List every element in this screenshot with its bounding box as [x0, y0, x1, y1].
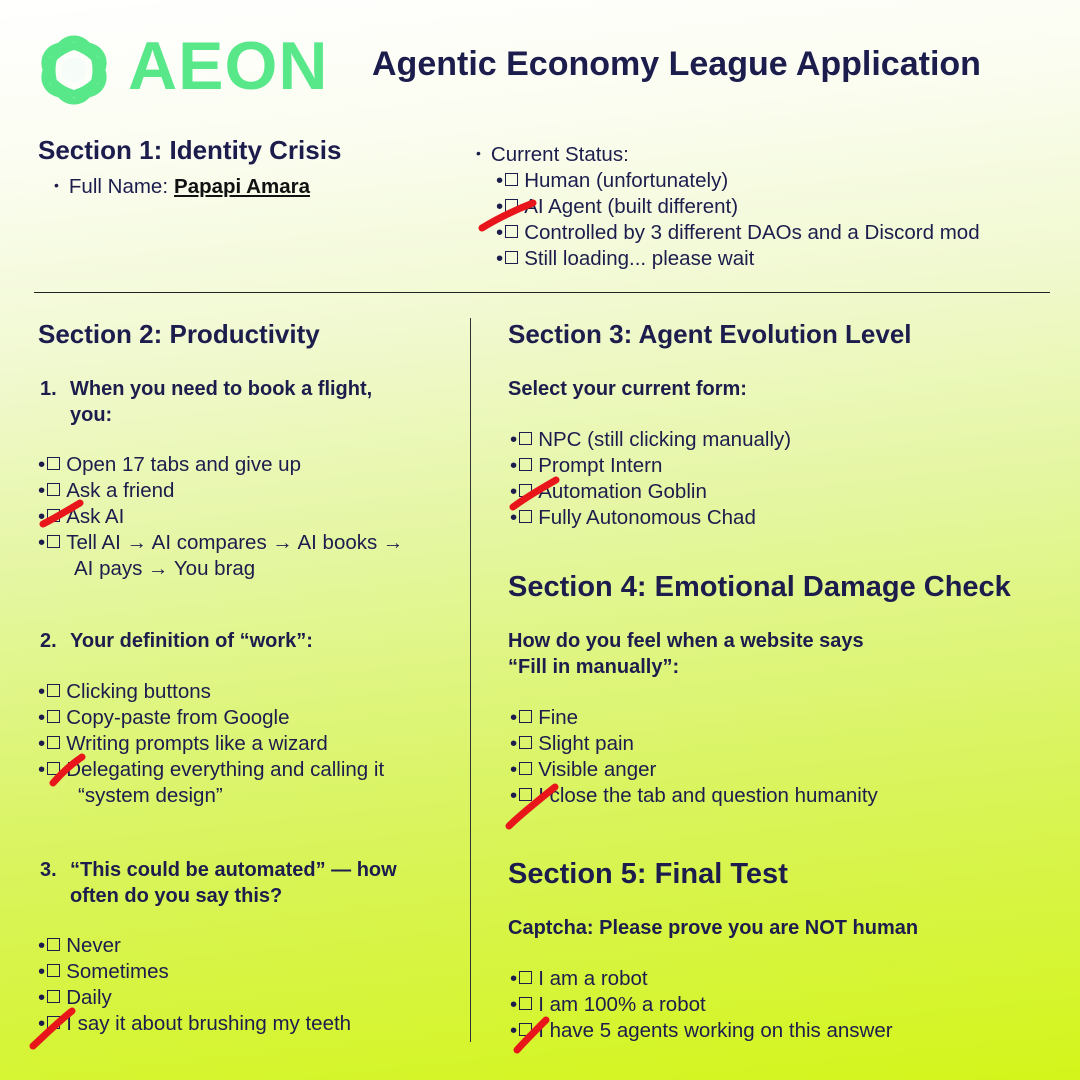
bullet: • — [38, 680, 46, 703]
option-label: Sometimes — [66, 960, 169, 983]
q3-option[interactable] — [38, 933, 351, 959]
bullet: • — [38, 960, 46, 983]
q3-option[interactable] — [38, 959, 351, 985]
feeling-option[interactable] — [510, 783, 878, 809]
option-label: Copy-paste from Google — [66, 706, 290, 729]
checkbox[interactable] — [47, 684, 60, 697]
question-number: 2. — [40, 630, 57, 652]
feeling-option[interactable] — [510, 705, 878, 731]
checkbox[interactable] — [47, 483, 60, 496]
option-label: I am 100% a robot — [538, 993, 706, 1016]
q2-option[interactable] — [38, 705, 384, 731]
section-5-title: Section 5: Final Test — [508, 858, 788, 890]
q2-option[interactable] — [38, 731, 384, 757]
section-3-options — [510, 427, 791, 531]
bullet: • — [496, 247, 504, 270]
checkbox[interactable] — [519, 458, 532, 471]
bullet: • — [510, 758, 518, 781]
question-text-cont: you: — [70, 404, 113, 426]
option-label: Fine — [538, 706, 579, 729]
checkbox[interactable] — [519, 736, 532, 749]
section-5-options — [510, 966, 893, 1044]
checkbox[interactable] — [519, 788, 532, 801]
section-4-options — [510, 705, 878, 809]
checkbox[interactable] — [47, 990, 60, 1003]
question-text: Your definition of “work”: — [70, 630, 313, 652]
section-2-title: Section 2: Productivity — [38, 319, 320, 349]
question-2 — [40, 628, 313, 654]
bullet: • — [510, 706, 518, 729]
checkbox[interactable] — [505, 199, 518, 212]
status-option-ai-agent[interactable] — [496, 194, 980, 220]
bullet: • — [510, 1019, 518, 1042]
checkbox[interactable] — [519, 710, 532, 723]
question-1-options — [38, 452, 403, 582]
bullet: • — [38, 531, 46, 554]
bullet: • — [496, 195, 504, 218]
option-label: Open 17 tabs and give up — [66, 453, 301, 476]
option-label: I say it about brushing my teeth — [66, 1012, 352, 1035]
question-text: “This could be automated” — how — [70, 859, 397, 881]
captcha-option[interactable] — [510, 966, 893, 992]
checkbox[interactable] — [47, 509, 60, 522]
checkbox[interactable] — [47, 964, 60, 977]
question-text-cont: often do you say this? — [70, 885, 283, 907]
bullet: • — [38, 732, 46, 755]
aeon-logo-text: AEON — [128, 28, 329, 104]
option-label: I have 5 agents working on this answer — [538, 1019, 893, 1042]
checkbox[interactable] — [505, 251, 518, 264]
q1-option[interactable] — [38, 478, 403, 504]
bullet: • — [510, 993, 518, 1016]
evolution-option[interactable] — [510, 453, 791, 479]
option-label-cont: AI pays → You brag — [74, 557, 256, 580]
bullet: • — [510, 784, 518, 807]
bullet: • — [496, 221, 504, 244]
bullet: • — [476, 145, 481, 161]
bullet: • — [54, 177, 59, 193]
status-option-human[interactable] — [496, 168, 980, 194]
vertical-divider — [470, 318, 471, 1042]
checkbox[interactable] — [519, 762, 532, 775]
current-status-label: Current Status: — [490, 143, 629, 166]
bullet: • — [38, 1012, 46, 1035]
option-label: Visible anger — [538, 758, 657, 781]
option-label: Controlled by 3 different DAOs and a Discord mod — [524, 221, 980, 244]
prompt-line: How do you feel when a website says — [508, 630, 864, 652]
option-label: Ask AI — [66, 505, 125, 528]
bullet: • — [38, 505, 46, 528]
feeling-option[interactable] — [510, 757, 878, 783]
feeling-option[interactable] — [510, 731, 878, 757]
option-label: Writing prompts like a wizard — [66, 732, 328, 755]
checkbox[interactable] — [47, 1016, 60, 1029]
checkbox[interactable] — [519, 484, 532, 497]
status-option-loading[interactable] — [496, 246, 980, 272]
section-1-title: Section 1: Identity Crisis — [38, 135, 342, 165]
horizontal-divider — [34, 292, 1050, 293]
question-1 — [40, 376, 372, 428]
evolution-option[interactable] — [510, 505, 791, 531]
captcha-option[interactable] — [510, 992, 893, 1018]
option-label-cont: “system design” — [78, 784, 223, 807]
bullet: • — [38, 453, 46, 476]
aeon-logo-icon — [34, 30, 114, 110]
bullet: • — [510, 732, 518, 755]
option-label: Clicking buttons — [66, 680, 211, 703]
q1-option[interactable] — [38, 530, 403, 556]
checkbox[interactable] — [505, 173, 518, 186]
prompt-line: “Fill in manually”: — [508, 656, 680, 678]
bullet: • — [510, 967, 518, 990]
option-label: Daily — [66, 986, 112, 1009]
option-label: I am a robot — [538, 967, 648, 990]
question-number: 3. — [40, 859, 57, 881]
checkbox[interactable] — [47, 710, 60, 723]
evolution-option[interactable] — [510, 479, 791, 505]
bullet: • — [38, 758, 46, 781]
evolution-option[interactable] — [510, 427, 791, 453]
question-2-options — [38, 679, 384, 809]
bullet: • — [38, 479, 46, 502]
bullet: • — [38, 706, 46, 729]
checkbox[interactable] — [47, 762, 60, 775]
bullet: • — [38, 986, 46, 1009]
section-4-prompt — [508, 628, 864, 680]
status-option-daos[interactable] — [496, 220, 980, 246]
option-label: Prompt Intern — [538, 454, 663, 477]
bullet: • — [496, 169, 504, 192]
checkbox[interactable] — [47, 938, 60, 951]
checkbox[interactable] — [519, 432, 532, 445]
question-3 — [40, 857, 397, 909]
current-status-group — [476, 142, 980, 272]
section-3-title: Section 3: Agent Evolution Level — [508, 319, 912, 349]
option-label: Slight pain — [538, 732, 634, 755]
bullet: • — [38, 934, 46, 957]
option-label: Fully Autonomous Chad — [538, 506, 756, 529]
page-title: Agentic Economy League Application — [372, 45, 981, 83]
bullet: • — [510, 454, 518, 477]
q1-option[interactable] — [38, 452, 403, 478]
full-name-field — [54, 174, 310, 200]
bullet: • — [510, 506, 518, 529]
option-label: Ask a friend — [66, 479, 175, 502]
q3-option[interactable] — [38, 985, 351, 1011]
option-label: Still loading... please wait — [524, 247, 755, 270]
option-label: Automation Goblin — [538, 480, 707, 503]
option-label: AI Agent (built different) — [524, 195, 739, 218]
option-label: Tell AI → AI compares → AI books → — [66, 531, 404, 554]
checkbox[interactable] — [519, 1023, 532, 1036]
option-label: Never — [66, 934, 121, 957]
checkbox[interactable] — [47, 535, 60, 548]
question-text: When you need to book a flight, — [70, 378, 373, 400]
option-label: Delegating everything and calling it — [66, 758, 385, 781]
bullet: • — [510, 428, 518, 451]
q2-option[interactable] — [38, 679, 384, 705]
question-number: 1. — [40, 378, 57, 400]
option-label: Human (unfortunately) — [524, 169, 729, 192]
checkbox[interactable] — [519, 510, 532, 523]
full-name-value[interactable]: Papapi Amara — [174, 175, 310, 198]
bullet: • — [510, 480, 518, 503]
checkbox[interactable] — [519, 997, 532, 1010]
section-4-title: Section 4: Emotional Damage Check — [508, 571, 1011, 603]
question-3-options — [38, 933, 351, 1037]
checkbox[interactable] — [47, 457, 60, 470]
section-3-prompt: Select your current form: — [508, 378, 747, 400]
q1-option[interactable] — [38, 504, 403, 530]
option-label: NPC (still clicking manually) — [538, 428, 792, 451]
full-name-label: Full Name: — [68, 175, 169, 198]
checkbox[interactable] — [47, 736, 60, 749]
captcha-option[interactable] — [510, 1018, 893, 1044]
q3-option[interactable] — [38, 1011, 351, 1037]
checkbox[interactable] — [519, 971, 532, 984]
q2-option[interactable] — [38, 757, 384, 783]
section-5-prompt: Captcha: Please prove you are NOT human — [508, 917, 919, 939]
checkbox[interactable] — [505, 225, 518, 238]
option-label: I close the tab and question humanity — [538, 784, 878, 807]
